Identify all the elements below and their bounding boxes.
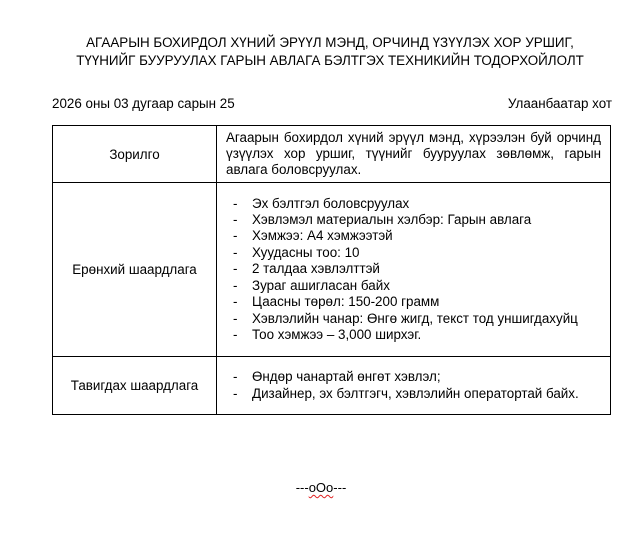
list-item-text: Цаасны төрөл: 150-200 грамм (252, 294, 440, 310)
list-item-text: Дизайнер, эх бэлтгэгч, хэвлэлийн оператортай байх. (252, 385, 579, 401)
requirements-list (226, 196, 601, 344)
row-label: Ерөнхий шаардлага (53, 183, 217, 357)
list-item (226, 245, 601, 261)
bullet-dash: - (233, 228, 238, 244)
footer-ooo-mark: oOo (308, 480, 334, 495)
bullet-dash: - (233, 310, 238, 326)
list-item (226, 196, 601, 212)
list-item (226, 261, 601, 277)
footer-dashes-right: --- (333, 480, 347, 495)
document-title (40, 34, 620, 70)
row-value (217, 357, 611, 415)
requirements-list (226, 369, 601, 402)
list-item (226, 386, 601, 402)
list-item (226, 311, 601, 327)
title-line-2: ТҮҮНИЙГ БУУРУУЛАХ ГАРЫН АВЛАГА БЭЛТГЭХ ТЕХНИКИЙН ТОДОРХОЙЛОЛТ (76, 53, 584, 68)
list-item-text: Хуудасны тоо: 10 (252, 244, 360, 260)
row-label: Тавигдах шаардлага (53, 357, 217, 415)
row-label: Зорилго (53, 126, 217, 183)
list-item-text: Хэвлэлийн чанар: Өнгө жигд, текст тод уншигдахуйц (252, 310, 578, 326)
table-row-general-requirements (53, 183, 611, 357)
row-value (217, 183, 611, 357)
document-place: Улаанбаатар хот (507, 96, 612, 111)
list-item-text: Эх бэлтгэл боловсруулах (252, 195, 410, 211)
list-item (226, 369, 601, 385)
table-row-purpose (53, 126, 611, 183)
bullet-dash: - (233, 212, 238, 228)
list-item (226, 327, 601, 343)
list-item-text: Тоо хэмжээ – 3,000 ширхэг. (252, 326, 422, 342)
specification-table (52, 125, 611, 415)
document-end-mark (0, 480, 642, 495)
list-item-text: Зураг ашигласан байх (252, 277, 390, 293)
list-item-text: Хэмжээ: А4 хэмжээтэй (252, 228, 393, 244)
list-item (226, 212, 601, 228)
bullet-dash: - (233, 326, 238, 342)
title-line-1: АГААРЫН БОХИРДОЛ ХҮНИЙ ЭРҮҮЛ МЭНД, ОРЧИНД ҮЗҮҮЛЭХ ХОР УРШИГ, (86, 35, 574, 50)
bullet-dash: - (233, 261, 238, 277)
bullet-dash: - (233, 385, 238, 401)
bullet-dash: - (233, 294, 238, 310)
bullet-dash: - (233, 277, 238, 293)
list-item-text: Өндөр чанартай өнгөт хэвлэл; (252, 369, 441, 385)
bullet-dash: - (233, 369, 238, 385)
document-date: 2026 оны 03 дугаар сарын 25 (52, 96, 235, 111)
table-row-imposed-requirements (53, 357, 611, 415)
footer-dashes-left: --- (295, 480, 309, 495)
list-item-text: 2 талдаа хэвлэлттэй (252, 261, 380, 277)
bullet-dash: - (233, 195, 238, 211)
list-item (226, 294, 601, 310)
bullet-dash: - (233, 244, 238, 260)
list-item-text: Хэвлэмэл материалын хэлбэр: Гарын авлага (252, 212, 532, 228)
row-value: Агаарын бохирдол хүний эрүүл мэнд, хүрээлэн буй орчинд үзүүлэх хор уршиг, түүнийг бууруулах зөвлөмж, гарын авлага боловсруулах. (217, 126, 611, 183)
list-item (226, 228, 601, 244)
list-item (226, 278, 601, 294)
